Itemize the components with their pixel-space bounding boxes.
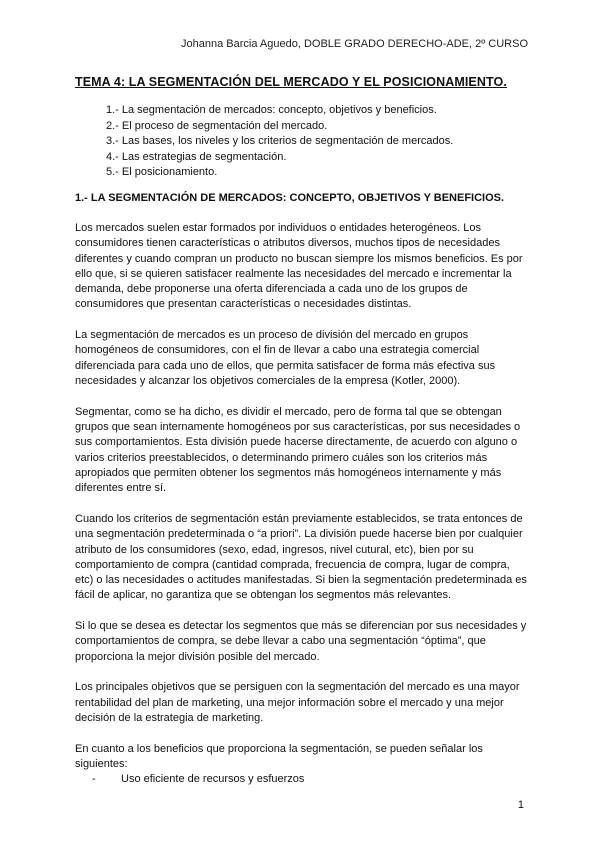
section-heading: 1.- LA SEGMENTACIÓN DE MERCADOS: CONCEPTO, OBJETIVOS Y BENEFICIOS. [75,192,505,204]
paragraph: La segmentación de mercados es un proceso de división del mercado en grupos homogéneos de consumidores, con el fin de llevar a cabo una estrategia comercial diferenciada para cada uno de ellos, que permita satisfacer de forma más efectiva sus necesidades y alcanzar los objetivos comerciales de la empresa (Kotler, 2000). [75,329,496,388]
page-number: 1 [517,799,524,811]
chapter-title: TEMA 4: LA SEGMENTACIÓN DEL MERCADO Y EL POSICIONAMIENTO. [75,75,507,89]
benefits-list [75,772,530,787]
toc-item: 4.- Las estrategias de segmentación. [106,150,287,163]
paragraph: Los mercados suelen estar formados por individuos o entidades heterogéneos. Los consumidores tienen características o atributos diversos, muchos tipos de necesidades diferentes y cuando compran un producto no buscan siempre los mismos beneficios. Es por ello que, si se quieren satisfacer realmente las necesidades del mercado e incrementar la demanda, debe proponerse una oferta diferenciada a cada uno de los grupos de consumidores que presentan características o necesidades distintas. [75,222,523,311]
table-of-contents [106,103,453,181]
body-text [75,221,530,788]
list-item-text: Uso eficiente de recursos y esfuerzos [121,773,305,786]
list-item [92,772,530,787]
paragraph: Segmentar, como se ha dicho, es dividir el mercado, pero de forma tal que se obtengan grupos que sean internamente homogéneos por sus características, por sus necesidades o sus comportamientos. Esta división puede hacerse directamente, de acuerdo con alguno o varios criterios preestablecidos, o determinando primero cuáles son los criterios más apropiados que permiten obtener los segmentos más homogéneos internamente y más diferentes entre sí. [75,405,521,495]
paragraph: Cuando los criterios de segmentación están previamente establecidos, se trata entonces de una segmentación predeterminada o “a priori”. La división puede hacerse bien por cualquier atributo de los consumidores (sexo, edad, ingresos, nivel cutural, etc), bien por su comportamiento de compra (cantidad comprada, frecuencia de compra, lugar de compra, etc) o las necesidades o actitudes manifestadas. Si bien la segmentación predeterminada es fácil de aplicar, no garantiza que se obtengan los segmentos más relevantes. [75,512,527,602]
list-bullet: - [92,773,96,786]
toc-item: 3.- Las bases, los niveles y los criterios de segmentación de mercados. [106,135,454,148]
running-header: Johanna Barcia Aguedo, DOBLE GRADO DERECHO-ADE, 2º CURSO [181,38,528,50]
toc-item: 2.- El proceso de segmentación del mercado. [106,119,328,132]
paragraph: Los principales objetivos que se persiguen con la segmentación del mercado es una mayor rentabilidad del plan de marketing, una mejor información sobre el mercado y una mejor decisión de la estrategia de marketing. [75,681,520,724]
toc-item: 1.- La segmentación de mercados: concepto, objetivos y beneficios. [106,104,437,116]
toc-item: 5.- El posicionamiento. [106,166,218,179]
paragraph: En cuanto a los beneficios que proporciona la segmentación, se pueden señalar los siguientes: [75,742,483,770]
paragraph: Si lo que se desea es detectar los segmentos que más se diferencian por sus necesidades y comportamientos de compra, se debe llevar a cabo una segmentación “óptima”, que proporciona la mejor división posible del mercado. [75,620,527,663]
